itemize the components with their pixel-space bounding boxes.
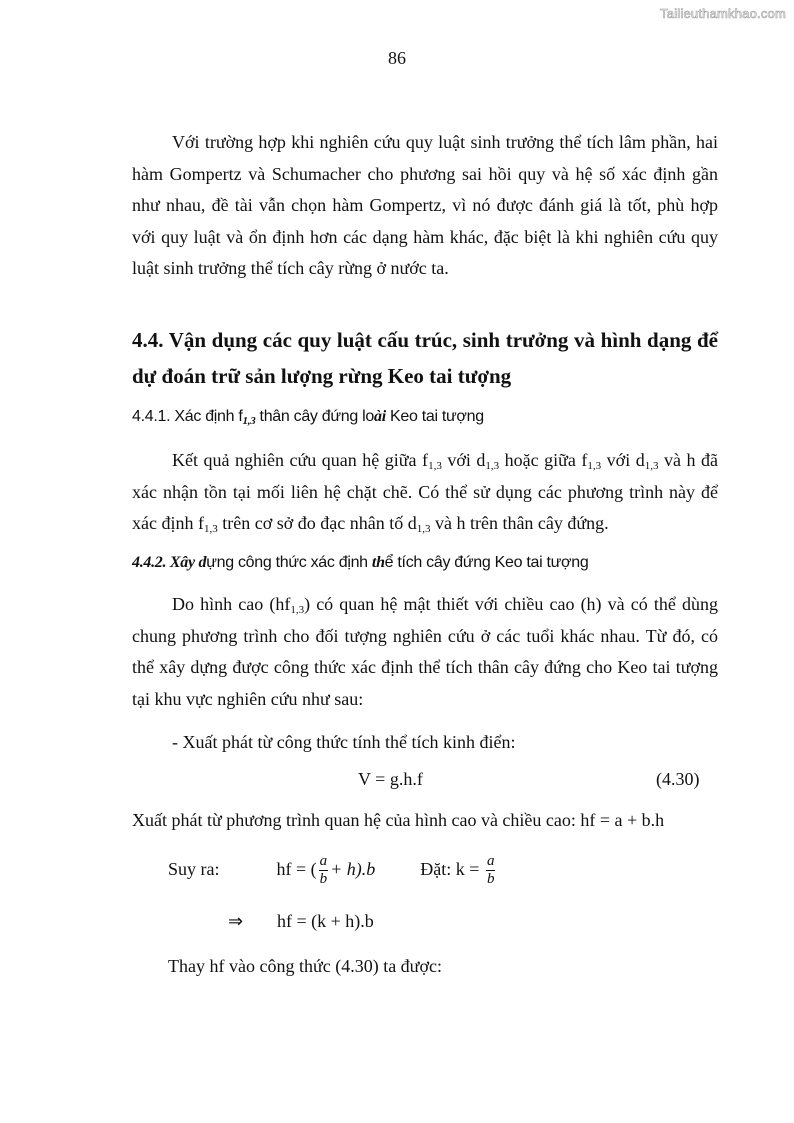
watermark: Tailieuthamkhao.com [660, 6, 786, 21]
equation-4-30: V = g.h.f [358, 769, 423, 789]
subsection-heading-4-4-2: 4.4.2. Xây dựng công thức xác định thể tích cây đứng Keo tai tượng [132, 554, 589, 571]
subsection-heading-4-4-1: 4.4.1. Xác định $f_{1,3}$ thân cây đứng loài Keo tai tượng [132, 408, 484, 427]
bullet-classic-volume: - Xuất phát từ công thức tính thể tích kinh điển: [172, 732, 516, 752]
fraction-a-over-b: $\frac{a}{b}$ [319, 853, 328, 888]
relation-line: Xuất phát từ phương trình quan hệ của hình cao và chiều cao: hf = a + b.h [132, 810, 665, 830]
paragraph-volume-formula: Do hình cao $(hf_{1,3})$ có quan hệ mật thiết với chiều cao (h) và có thể dùng chung phương trình cho đối tượng nghiên cứu ở các tuổi khác nhau. Từ đó, có thể xây dựng được công thức xác định thể tích thân cây đứng cho Keo tai tượng tại khu vực nghiên cứu như sau: [132, 594, 718, 709]
implies-symbol: ⇒ [228, 911, 244, 931]
implies-formula: hf = (k + h).b [277, 911, 374, 931]
derive-line: Suy ra: hf = ( $\frac{a}{b}$ + h).b Đặt: k = $\frac{a}{b}$ [168, 853, 495, 888]
equation-number-4-30: (4.30) [656, 769, 700, 789]
page-number: 86 [388, 48, 406, 68]
paragraph-gompertz: Với trường hợp khi nghiên cứu quy luật sinh trưởng thể tích lâm phần, hai hàm Gompertz và Schumacher cho phương sai hồi quy và hệ số xác định gần như nhau, đề tài vẫn chọn hàm Gompertz, vì nó được đánh giá là tốt, phù hợp với quy luật và ổn định hơn các dạng hàm khác, đặc biệt là khi nghiên cứu quy luật sinh trưởng thể tích cây rừng ở nước ta. [132, 132, 718, 278]
fraction-k: $\frac{a}{b}$ [486, 853, 495, 888]
final-line: Thay hf vào công thức (4.30) ta được: [168, 956, 442, 976]
paragraph-f13-relation: Kết quả nghiên cứu quan hệ giữa $f_{1,3}$ với $d_{1,3}$ hoặc giữa $f_{1,3}$ với $d_{1,3}$ và h đã xác nhận tồn tại mối liên hệ chặt chẽ. Có thể sử dụng các phương trình này để xác định $f_{1,3}$ trên cơ sở đo đạc nhân tố $d_{1,3}$ và h trên thân cây đứng. [132, 450, 718, 535]
section-heading-4-4: 4.4. Vận dụng các quy luật cấu trúc, sinh trưởng và hình dạng để dự đoán trữ sản lượng rừng Keo tai tượng [132, 328, 718, 388]
